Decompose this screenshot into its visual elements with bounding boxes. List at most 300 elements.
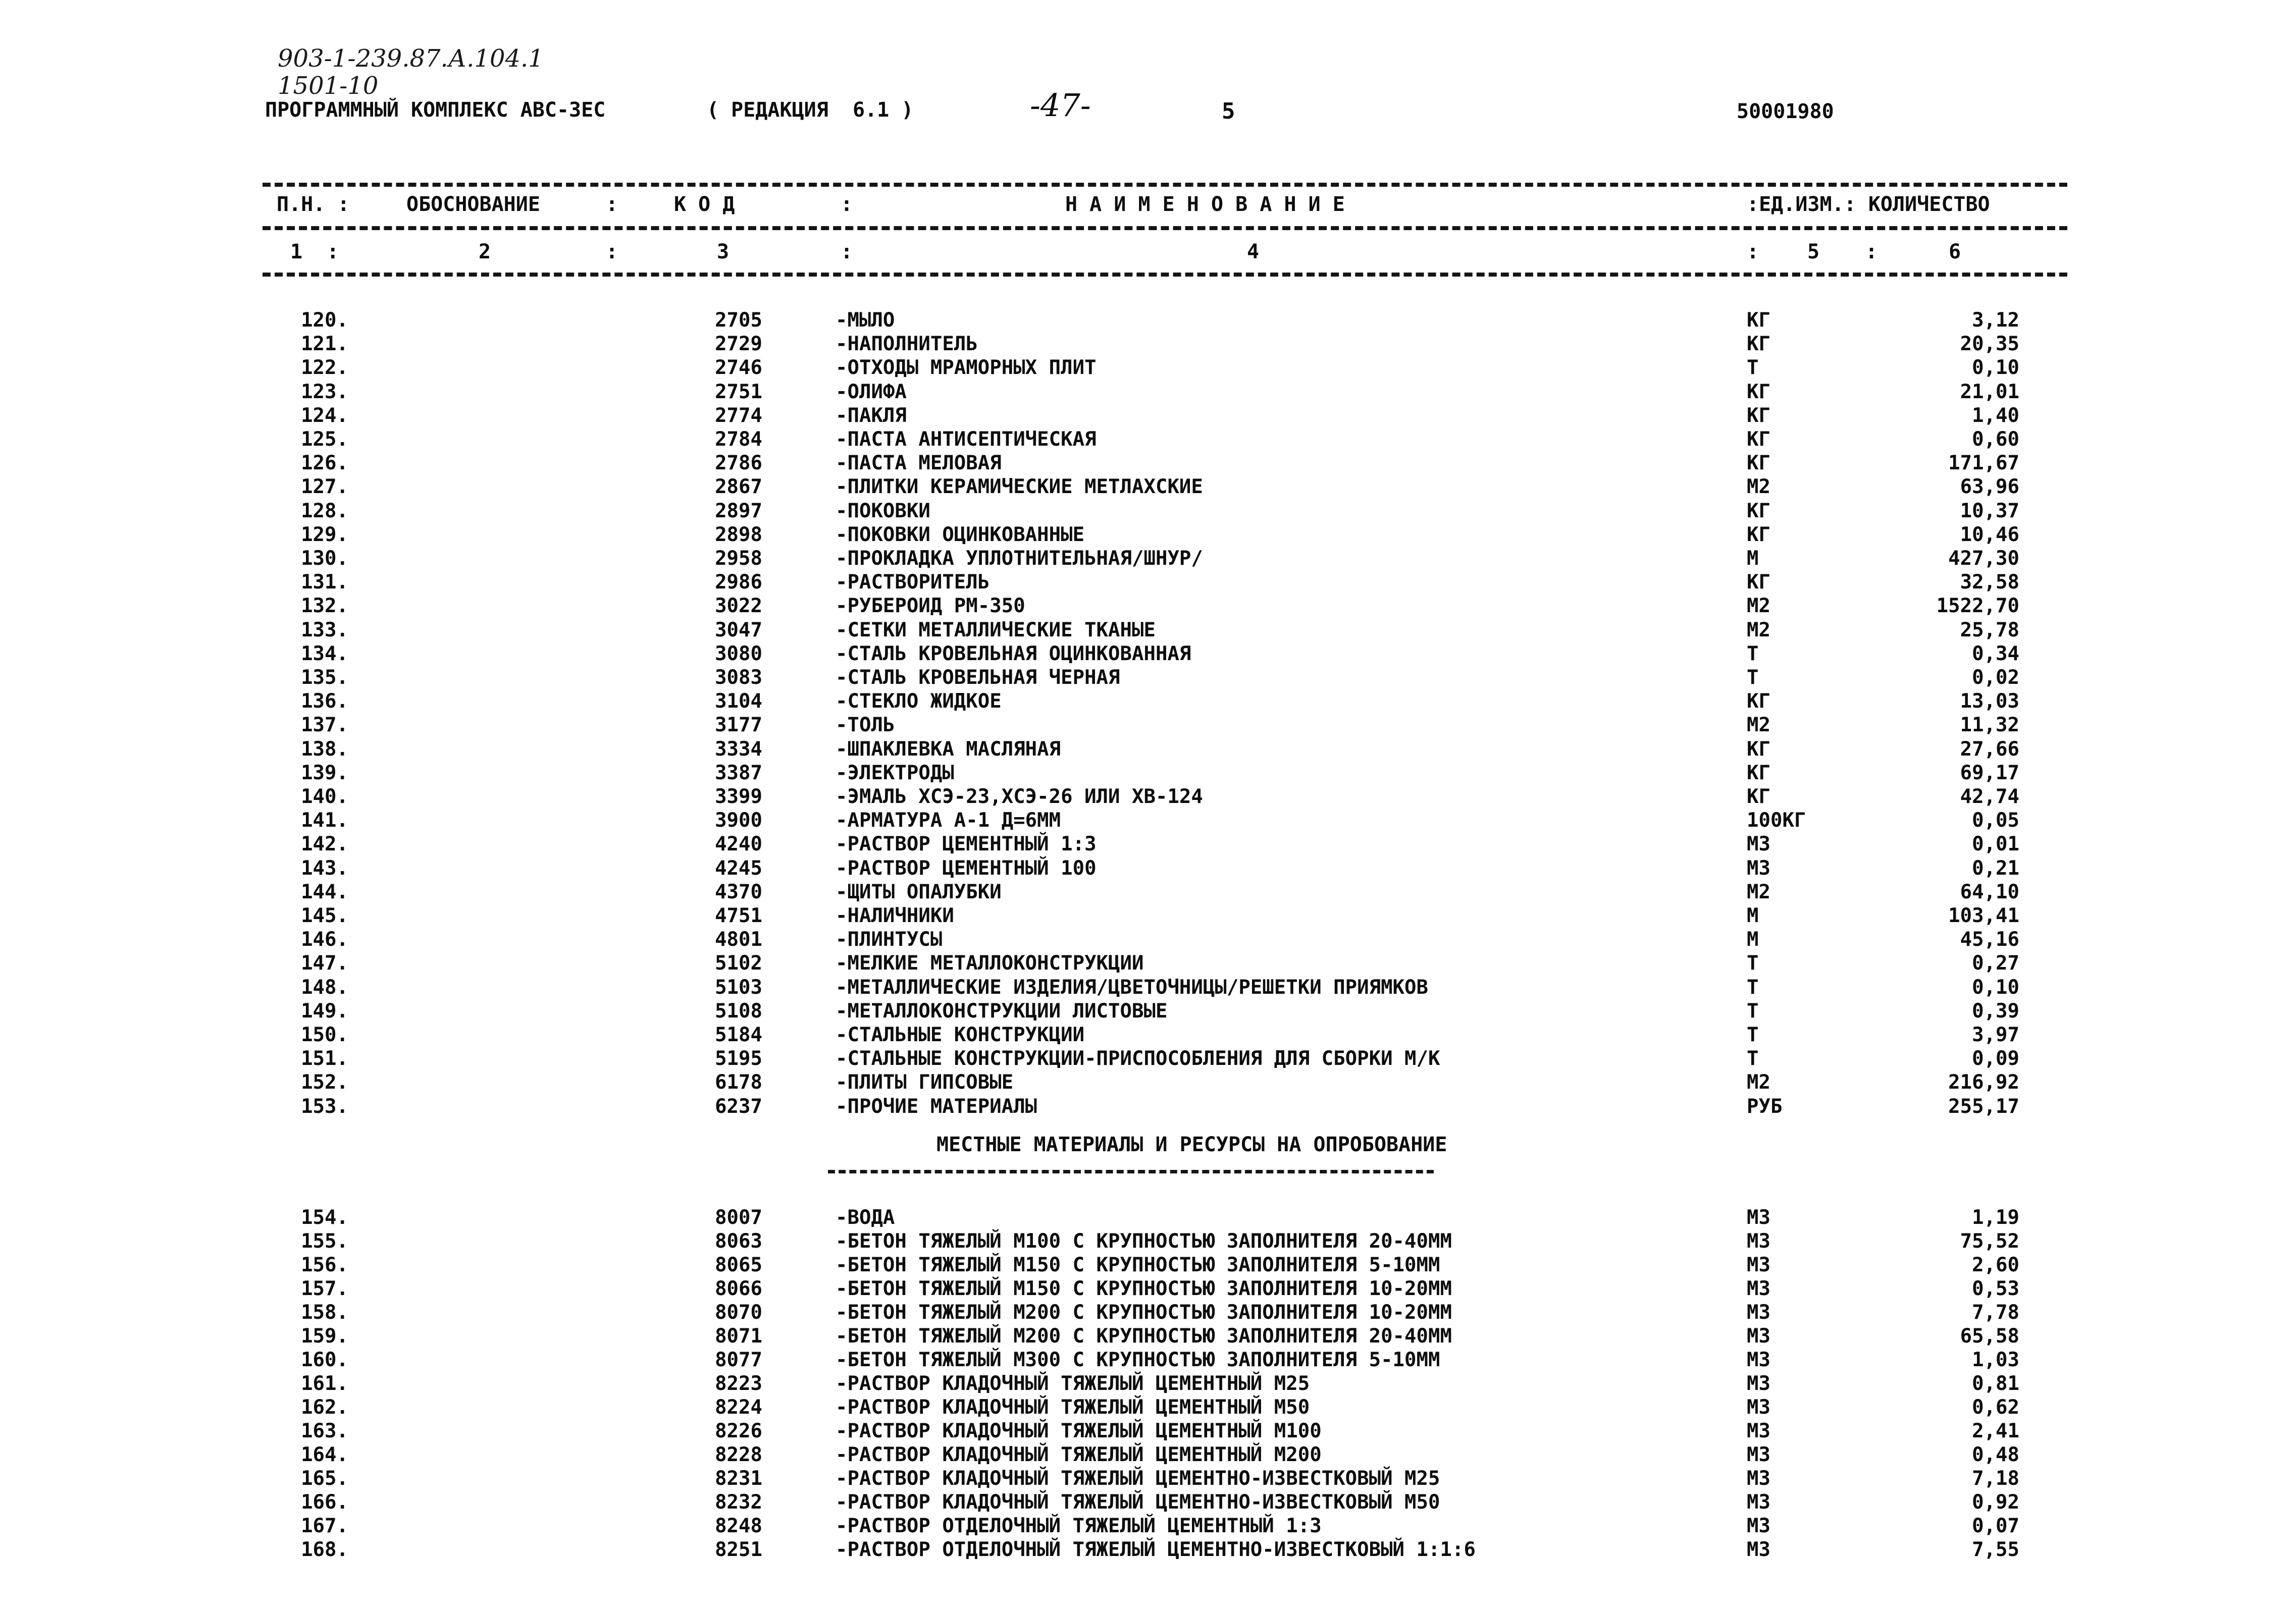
unit-of-measure: КГ xyxy=(1747,404,1770,427)
col-num-5: 5 xyxy=(1807,240,1820,263)
quantity: 216,92 xyxy=(1948,1071,2019,1094)
row-number: 168. xyxy=(301,1538,348,1561)
table-row xyxy=(0,381,2296,404)
quantity: 0,01 xyxy=(1972,833,2019,856)
resource-code: 8232 xyxy=(715,1491,762,1514)
col-num-5-sep: : xyxy=(1747,240,1759,263)
resource-code: 3080 xyxy=(715,642,762,665)
quantity: 0,09 xyxy=(1972,1047,2019,1070)
row-number: 130. xyxy=(301,547,348,570)
resource-code: 4245 xyxy=(715,856,762,880)
unit-of-measure: М3 xyxy=(1747,1491,1770,1514)
row-number: 146. xyxy=(301,928,348,951)
table-row xyxy=(0,356,2296,380)
quantity: 0,53 xyxy=(1972,1277,2019,1300)
row-number: 153. xyxy=(301,1095,348,1118)
unit-of-measure: Т xyxy=(1747,952,1759,975)
resource-code: 5184 xyxy=(715,1024,762,1046)
unit-of-measure: КГ xyxy=(1747,737,1770,761)
quantity: 21,01 xyxy=(1960,380,2019,403)
header-top-rule xyxy=(263,183,2067,187)
resource-name: -РАСТВОР КЛАДОЧНЫЙ ТЯЖЕЛЫЙ ЦЕМЕНТНЫЙ М100 xyxy=(836,1420,1322,1442)
resource-name: -ПЛИНТУСЫ xyxy=(836,928,943,951)
table-row xyxy=(0,785,2296,809)
quantity: 45,16 xyxy=(1960,928,2019,951)
quantity: 0,05 xyxy=(1972,809,2019,832)
row-number: 145. xyxy=(301,904,348,927)
table-row xyxy=(0,1230,2296,1253)
row-number: 166. xyxy=(301,1491,348,1514)
table-row xyxy=(0,452,2296,475)
unit-of-measure: М xyxy=(1747,904,1759,927)
row-number: 125. xyxy=(301,428,348,451)
resource-name: -РАСТВОР ЦЕМЕНТНЫЙ 1:3 xyxy=(836,833,1097,856)
row-number: 160. xyxy=(301,1349,348,1371)
table-row xyxy=(0,738,2296,761)
document-code: 50001980 xyxy=(1737,100,1834,123)
resource-code: 8071 xyxy=(715,1325,762,1348)
resource-name: -РАСТВОР КЛАДОЧНЫЙ ТЯЖЕЛЫЙ ЦЕМЕНТНЫЙ М50 xyxy=(836,1396,1310,1419)
table-row xyxy=(0,809,2296,832)
handwritten-doc-ref: 903-1-239.87.А.104.1 xyxy=(278,44,544,73)
row-number: 123. xyxy=(301,380,348,403)
row-number: 158. xyxy=(301,1301,348,1324)
unit-of-measure: М3 xyxy=(1747,856,1770,880)
row-number: 152. xyxy=(301,1071,348,1094)
table-row xyxy=(0,1071,2296,1094)
quantity: 0,92 xyxy=(1972,1491,2019,1514)
resource-code: 8063 xyxy=(715,1230,762,1253)
unit-of-measure: М3 xyxy=(1747,1301,1770,1324)
table-row xyxy=(0,1538,2296,1562)
quantity: 0,60 xyxy=(1972,428,2019,451)
quantity: 0,10 xyxy=(1972,356,2019,380)
row-number: 129. xyxy=(301,523,348,546)
quantity: 1522,70 xyxy=(1936,595,2019,618)
resource-code: 3399 xyxy=(715,785,762,808)
quantity: 103,41 xyxy=(1948,904,2019,927)
table-row xyxy=(0,333,2296,356)
handwritten-doc-ref-2: 1501-10 xyxy=(278,72,379,100)
resource-name: -МЕТАЛЛИЧЕСКИЕ ИЗДЕЛИЯ/ЦВЕТОЧНИЦЫ/РЕШЕТКИ ПРИЯМКОВ xyxy=(836,976,1428,999)
unit-of-measure: Т xyxy=(1747,976,1759,999)
resource-name: -СТАЛЬ КРОВЕЛЬНАЯ ОЦИНКОВАННАЯ xyxy=(836,642,1191,665)
resource-name: -ЩИТЫ ОПАЛУБКИ xyxy=(836,880,1002,903)
row-number: 143. xyxy=(301,856,348,880)
resource-name: -ПРОЧИЕ МАТЕРИАЛЫ xyxy=(836,1095,1037,1118)
quantity: 7,78 xyxy=(1972,1301,2019,1324)
unit-of-measure: М2 xyxy=(1747,475,1770,499)
row-number: 127. xyxy=(301,475,348,499)
table-row xyxy=(0,1491,2296,1514)
col-header-unit-qty: :ЕД.ИЗМ.: КОЛИЧЕСТВО xyxy=(1747,193,1990,216)
quantity: 63,96 xyxy=(1960,475,2019,499)
resource-name: -БЕТОН ТЯЖЕЛЫЙ М150 С КРУПНОСТЬЮ ЗАПОЛНИТЕЛЯ 10-20ММ xyxy=(836,1277,1452,1300)
table-row xyxy=(0,1443,2296,1467)
col-num-3-sep: : xyxy=(841,240,853,263)
resource-code: 4751 xyxy=(715,904,762,927)
quantity: 2,41 xyxy=(1972,1420,2019,1442)
unit-of-measure: М2 xyxy=(1747,618,1770,641)
quantity: 2,60 xyxy=(1972,1254,2019,1276)
table-row xyxy=(0,1095,2296,1118)
table-row xyxy=(0,547,2296,570)
resource-name: -БЕТОН ТЯЖЕЛЫЙ М100 С КРУПНОСТЬЮ ЗАПОЛНИТЕЛЯ 20-40ММ xyxy=(836,1230,1452,1253)
quantity: 0,48 xyxy=(1972,1443,2019,1466)
unit-of-measure: М3 xyxy=(1747,1349,1770,1371)
unit-of-measure: КГ xyxy=(1747,761,1770,784)
col-header-pn: П.Н. : xyxy=(277,193,350,216)
quantity: 11,32 xyxy=(1960,714,2019,737)
row-number: 142. xyxy=(301,833,348,856)
row-number: 121. xyxy=(301,333,348,356)
table-row xyxy=(0,904,2296,928)
row-number: 141. xyxy=(301,809,348,832)
sheet-number: 5 xyxy=(1222,98,1235,124)
col-header-sep-1: : xyxy=(606,193,618,216)
resource-code: 8224 xyxy=(715,1396,762,1419)
table-row xyxy=(0,1254,2296,1277)
unit-of-measure: М2 xyxy=(1747,880,1770,903)
quantity: 0,34 xyxy=(1972,642,2019,665)
resource-code: 8065 xyxy=(715,1254,762,1276)
quantity: 69,17 xyxy=(1960,761,2019,784)
resource-name: -ВОДА xyxy=(836,1206,895,1229)
resource-code: 2746 xyxy=(715,356,762,380)
table-row xyxy=(0,714,2296,737)
quantity: 13,03 xyxy=(1960,690,2019,713)
resource-code: 2729 xyxy=(715,333,762,356)
col-header-code: К О Д xyxy=(674,193,735,216)
resource-name: -ОТХОДЫ МРАМОРНЫХ ПЛИТ xyxy=(836,356,1097,380)
resource-code: 8223 xyxy=(715,1372,762,1395)
row-number: 126. xyxy=(301,452,348,475)
resource-name: -БЕТОН ТЯЖЕЛЫЙ М150 С КРУПНОСТЬЮ ЗАПОЛНИТЕЛЯ 5-10ММ xyxy=(836,1254,1440,1276)
table-row xyxy=(0,595,2296,618)
table-row xyxy=(0,1325,2296,1348)
resource-name: -ЭМАЛЬ ХСЭ-23,ХСЭ-26 ИЛИ ХВ-124 xyxy=(836,785,1203,808)
quantity: 1,40 xyxy=(1972,404,2019,427)
table-row xyxy=(0,1000,2296,1023)
quantity: 0,07 xyxy=(1972,1515,2019,1537)
table-row xyxy=(0,1396,2296,1419)
row-number: 144. xyxy=(301,880,348,903)
unit-of-measure: Т xyxy=(1747,1047,1759,1070)
unit-of-measure: М3 xyxy=(1747,1420,1770,1442)
unit-of-measure: М3 xyxy=(1747,1254,1770,1276)
table-row xyxy=(0,404,2296,427)
quantity: 0,21 xyxy=(1972,856,2019,880)
quantity: 65,58 xyxy=(1960,1325,2019,1348)
table-row xyxy=(0,309,2296,332)
unit-of-measure: КГ xyxy=(1747,499,1770,522)
resource-name: -ПОКОВКИ ОЦИНКОВАННЫЕ xyxy=(836,523,1085,546)
unit-of-measure: КГ xyxy=(1747,785,1770,808)
unit-of-measure: М3 xyxy=(1747,1396,1770,1419)
row-number: 149. xyxy=(301,999,348,1023)
resource-code: 3083 xyxy=(715,666,762,689)
resource-name: -СТАЛЬНЫЕ КОНСТРУКЦИИ-ПРИСПОСОБЛЕНИЯ ДЛЯ СБОРКИ М/К xyxy=(836,1047,1440,1070)
resource-code: 2897 xyxy=(715,499,762,522)
resource-code: 4240 xyxy=(715,833,762,856)
resource-code: 3900 xyxy=(715,809,762,832)
resource-code: 8007 xyxy=(715,1206,762,1229)
resource-code: 8251 xyxy=(715,1538,762,1561)
unit-of-measure: М3 xyxy=(1747,1467,1770,1490)
resource-name: -ШПАКЛЕВКА МАСЛЯНАЯ xyxy=(836,737,1061,761)
resource-name: -ПРОКЛАДКА УПЛОТНИТЕЛЬНАЯ/ШНУР/ xyxy=(836,547,1203,570)
quantity: 3,97 xyxy=(1972,1024,2019,1046)
resource-code: 8066 xyxy=(715,1277,762,1300)
edition-label: ( РЕДАКЦИЯ 6.1 ) xyxy=(707,98,914,122)
unit-of-measure: М2 xyxy=(1747,1071,1770,1094)
resource-code: 3104 xyxy=(715,690,762,713)
row-number: 120. xyxy=(301,309,348,332)
unit-of-measure: РУБ xyxy=(1747,1095,1783,1118)
resource-code: 5195 xyxy=(715,1047,762,1070)
row-number: 161. xyxy=(301,1372,348,1395)
unit-of-measure: Т xyxy=(1747,999,1759,1023)
resource-name: -ПЛИТКИ КЕРАМИЧЕСКИЕ МЕТЛАХСКИЕ xyxy=(836,475,1203,499)
col-header-sep-2: : xyxy=(841,193,853,216)
resource-code: 2958 xyxy=(715,547,762,570)
resource-code: 3334 xyxy=(715,737,762,761)
section-title-underline xyxy=(828,1170,1434,1173)
row-number: 159. xyxy=(301,1325,348,1348)
table-row xyxy=(0,690,2296,713)
resource-code: 3047 xyxy=(715,618,762,641)
resource-code: 8226 xyxy=(715,1420,762,1442)
resource-name: -МЫЛО xyxy=(836,309,895,332)
row-number: 147. xyxy=(301,952,348,975)
resource-name: -РАСТВОР КЛАДОЧНЫЙ ТЯЖЕЛЫЙ ЦЕМЕНТНО-ИЗВЕСТКОВЫЙ М25 xyxy=(836,1467,1440,1490)
quantity: 0,27 xyxy=(1972,952,2019,975)
resource-name: -РАСТВОР КЛАДОЧНЫЙ ТЯЖЕЛЫЙ ЦЕМЕНТНО-ИЗВЕСТКОВЫЙ М50 xyxy=(836,1491,1440,1514)
col-header-name: Н А И М Е Н О В А Н И Е xyxy=(1065,193,1345,216)
resource-code: 6237 xyxy=(715,1095,762,1118)
quantity: 427,30 xyxy=(1948,547,2019,570)
resource-name: -ПАСТА АНТИСЕПТИЧЕСКАЯ xyxy=(836,428,1097,451)
row-number: 155. xyxy=(301,1230,348,1253)
table-row xyxy=(0,1372,2296,1396)
resource-name: -НАЛИЧНИКИ xyxy=(836,904,954,927)
table-row xyxy=(0,619,2296,642)
unit-of-measure: 100КГ xyxy=(1747,809,1806,832)
col-num-2-sep: : xyxy=(606,240,618,263)
row-number: 133. xyxy=(301,618,348,641)
unit-of-measure: М3 xyxy=(1747,1230,1770,1253)
resource-name: -ОЛИФА xyxy=(836,380,907,403)
row-number: 122. xyxy=(301,356,348,380)
row-number: 151. xyxy=(301,1047,348,1070)
header-mid-rule xyxy=(263,226,2067,230)
unit-of-measure: М2 xyxy=(1747,714,1770,737)
quantity: 42,74 xyxy=(1960,785,2019,808)
resource-name: -РАСТВОР ЦЕМЕНТНЫЙ 100 xyxy=(836,856,1097,880)
quantity: 32,58 xyxy=(1960,571,2019,594)
row-number: 128. xyxy=(301,499,348,522)
unit-of-measure: Т xyxy=(1747,356,1759,380)
resource-name: -ЭЛЕКТРОДЫ xyxy=(836,761,954,784)
unit-of-measure: Т xyxy=(1747,666,1759,689)
unit-of-measure: М3 xyxy=(1747,1277,1770,1300)
unit-of-measure: КГ xyxy=(1747,690,1770,713)
row-number: 137. xyxy=(301,714,348,737)
row-number: 164. xyxy=(301,1443,348,1466)
quantity: 1,19 xyxy=(1972,1206,2019,1229)
unit-of-measure: КГ xyxy=(1747,309,1770,332)
table-row xyxy=(0,1301,2296,1324)
table-row xyxy=(0,523,2296,547)
row-number: 132. xyxy=(301,595,348,618)
unit-of-measure: М3 xyxy=(1747,1325,1770,1348)
quantity: 7,18 xyxy=(1972,1467,2019,1490)
unit-of-measure: КГ xyxy=(1747,452,1770,475)
table-row xyxy=(0,881,2296,904)
unit-of-measure: М xyxy=(1747,547,1759,570)
unit-of-measure: КГ xyxy=(1747,333,1770,356)
quantity: 75,52 xyxy=(1960,1230,2019,1253)
unit-of-measure: М3 xyxy=(1747,1515,1770,1537)
row-number: 162. xyxy=(301,1396,348,1419)
resource-code: 2986 xyxy=(715,571,762,594)
resource-name: -АРМАТУРА А-1 Д=6ММ xyxy=(836,809,1061,832)
table-row xyxy=(0,428,2296,451)
resource-name: -РАСТВОР ОТДЕЛОЧНЫЙ ТЯЖЕЛЫЙ ЦЕМЕНТНЫЙ 1:3 xyxy=(836,1515,1322,1537)
resource-name: -СЕТКИ МЕТАЛЛИЧЕСКИЕ ТКАНЫЕ xyxy=(836,618,1156,641)
quantity: 10,37 xyxy=(1960,499,2019,522)
table-row xyxy=(0,857,2296,880)
resource-name: -ПЛИТЫ ГИПСОВЫЕ xyxy=(836,1071,1014,1094)
resource-name: -РУБЕРОИД РМ-350 xyxy=(836,595,1025,618)
quantity: 64,10 xyxy=(1960,880,2019,903)
table-row xyxy=(0,475,2296,499)
unit-of-measure: М3 xyxy=(1747,1538,1770,1561)
row-number: 150. xyxy=(301,1024,348,1046)
table-row xyxy=(0,1024,2296,1047)
resource-name: -ПАКЛЯ xyxy=(836,404,907,427)
unit-of-measure: М3 xyxy=(1747,1206,1770,1229)
resource-name: -БЕТОН ТЯЖЕЛЫЙ М200 С КРУПНОСТЬЮ ЗАПОЛНИТЕЛЯ 10-20ММ xyxy=(836,1301,1452,1324)
resource-name: -РАСТВОР ОТДЕЛОЧНЫЙ ТЯЖЕЛЫЙ ЦЕМЕНТНО-ИЗВЕСТКОВЫЙ 1:1:6 xyxy=(836,1538,1476,1561)
unit-of-measure: М3 xyxy=(1747,1443,1770,1466)
resource-name: -НАПОЛНИТЕЛЬ xyxy=(836,333,978,356)
table-row xyxy=(0,500,2296,523)
row-number: 139. xyxy=(301,761,348,784)
col-num-3: 3 xyxy=(717,240,729,263)
row-number: 148. xyxy=(301,976,348,999)
row-number: 136. xyxy=(301,690,348,713)
resource-name: -РАСТВОР КЛАДОЧНЫЙ ТЯЖЕЛЫЙ ЦЕМЕНТНЫЙ М200 xyxy=(836,1443,1322,1466)
quantity: 7,55 xyxy=(1972,1538,2019,1561)
resource-code: 2705 xyxy=(715,309,762,332)
unit-of-measure: М3 xyxy=(1747,833,1770,856)
resource-code: 8248 xyxy=(715,1515,762,1537)
col-num-4: 4 xyxy=(1247,240,1260,263)
resource-name: -МЕТАЛЛОКОНСТРУКЦИИ ЛИСТОВЫЕ xyxy=(836,999,1168,1023)
row-number: 135. xyxy=(301,666,348,689)
table-row xyxy=(0,1515,2296,1538)
quantity: 20,35 xyxy=(1960,333,2019,356)
table-row xyxy=(0,1206,2296,1229)
row-number: 154. xyxy=(301,1206,348,1229)
unit-of-measure: КГ xyxy=(1747,428,1770,451)
resource-code: 4370 xyxy=(715,880,762,903)
row-number: 134. xyxy=(301,642,348,665)
row-number: 131. xyxy=(301,571,348,594)
header-bottom-rule xyxy=(263,273,2067,277)
table-row xyxy=(0,952,2296,975)
resource-name: -БЕТОН ТЯЖЕЛЫЙ М300 С КРУПНОСТЬЮ ЗАПОЛНИТЕЛЯ 5-10ММ xyxy=(836,1349,1440,1371)
quantity: 10,46 xyxy=(1960,523,2019,546)
unit-of-measure: Т xyxy=(1747,1024,1759,1046)
resource-code: 8077 xyxy=(715,1349,762,1371)
resource-name: -ТОЛЬ xyxy=(836,714,895,737)
col-num-6-sep: : xyxy=(1865,240,1878,263)
resource-code: 3177 xyxy=(715,714,762,737)
table-row xyxy=(0,666,2296,689)
row-number: 156. xyxy=(301,1254,348,1276)
resource-code: 4801 xyxy=(715,928,762,951)
table-row xyxy=(0,928,2296,951)
resource-name: -ПАСТА МЕЛОВАЯ xyxy=(836,452,1002,475)
quantity: 171,67 xyxy=(1948,452,2019,475)
unit-of-measure: КГ xyxy=(1747,523,1770,546)
table-row xyxy=(0,976,2296,999)
unit-of-measure: Т xyxy=(1747,642,1759,665)
row-number: 124. xyxy=(301,404,348,427)
col-num-6: 6 xyxy=(1949,240,1961,263)
unit-of-measure: М xyxy=(1747,928,1759,951)
table-row xyxy=(0,1420,2296,1443)
resource-code: 8070 xyxy=(715,1301,762,1324)
resource-code: 2867 xyxy=(715,475,762,499)
resource-code: 2786 xyxy=(715,452,762,475)
resource-code: 6178 xyxy=(715,1071,762,1094)
section-title: МЕСТНЫЕ МАТЕРИАЛЫ И РЕСУРСЫ НА ОПРОБОВАНИЕ xyxy=(936,1133,1447,1156)
col-header-basis: ОБОСНОВАНИЕ xyxy=(406,193,540,216)
unit-of-measure: КГ xyxy=(1747,571,1770,594)
resource-name: -СТЕКЛО ЖИДКОЕ xyxy=(836,690,1002,713)
table-row xyxy=(0,571,2296,594)
resource-code: 5108 xyxy=(715,999,762,1023)
resource-name: -СТАЛЬ КРОВЕЛЬНАЯ ЧЕРНАЯ xyxy=(836,666,1120,689)
quantity: 0,39 xyxy=(1972,999,2019,1023)
resource-code: 3022 xyxy=(715,595,762,618)
resource-name: -РАСТВОР КЛАДОЧНЫЙ ТЯЖЕЛЫЙ ЦЕМЕНТНЫЙ М25 xyxy=(836,1372,1310,1395)
col-num-1: 1 : xyxy=(290,240,339,263)
table-row xyxy=(0,1047,2296,1070)
row-number: 138. xyxy=(301,737,348,761)
table-row xyxy=(0,833,2296,856)
resource-name: -СТАЛЬНЫЕ КОНСТРУКЦИИ xyxy=(836,1024,1085,1046)
resource-code: 8228 xyxy=(715,1443,762,1466)
resource-name: -ПОКОВКИ xyxy=(836,499,930,522)
quantity: 1,03 xyxy=(1972,1349,2019,1371)
col-num-2: 2 xyxy=(479,240,491,263)
table-row xyxy=(0,642,2296,666)
row-number: 165. xyxy=(301,1467,348,1490)
row-number: 157. xyxy=(301,1277,348,1300)
quantity: 0,02 xyxy=(1972,666,2019,689)
table-row xyxy=(0,1467,2296,1490)
row-number: 163. xyxy=(301,1420,348,1442)
quantity: 3,12 xyxy=(1972,309,2019,332)
quantity: 0,62 xyxy=(1972,1396,2019,1419)
program-title: ПРОГРАММНЫЙ КОМПЛЕКС АВС-3ЕС xyxy=(265,98,606,122)
quantity: 0,81 xyxy=(1972,1372,2019,1395)
resource-code: 2784 xyxy=(715,428,762,451)
